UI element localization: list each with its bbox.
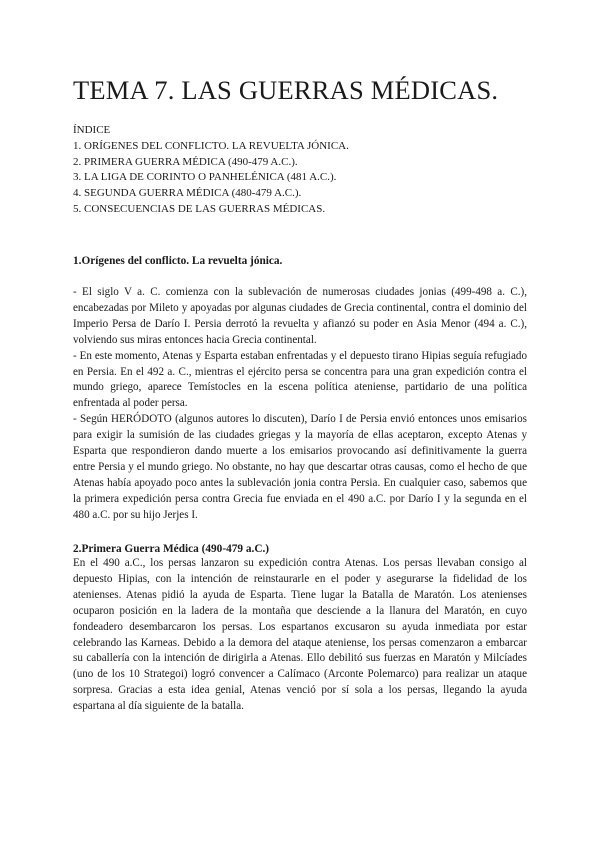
section-1-heading: 1.Orígenes del conflicto. La revuelta jónica. xyxy=(73,255,283,267)
index-item: 1. ORÍGENES DEL CONFLICTO. LA REVUELTA JÓNICA. xyxy=(73,139,349,152)
paragraph: En el 490 a.C., los persas lanzaron su expedición contra Atenas. Los persas llevaban consigo al depuesto Hipias, con la intención de reinstaurarle en el poder y asegurarse la fidelidad de los atenienses. Atenas pidió la ayuda de Esparta. Tiene lugar la Batalla de Maratón. Los atenienses ocuparon posición en la ladera de la montaña que desciende a la llanura del Maratón, en cuyo fondeadero desembarcaron los persas. Los espartanos excusaron su ayuda inmediata por estar celebrando las Karneas. Debido a la demora del ataque ateniense, los persas comenzaron a embarcar su caballería con la intención de dirigirla a Atenas. Ello debilitó sus fuerzas en Maratón y Milcíades (uno de los 10 Strategoi) logró convencer a Calímaco (Arconte Polemarco) para realizar un ataque sorpresa. Gracias a esta idea genial, Atenas venció por sí sola a los persas, llegando la ayuda espartana al día siguiente de la batalla. xyxy=(73,557,527,713)
paragraph: - Según HERÓDOTO (algunos autores lo discuten), Darío I de Persia envió entonces unos emisarios para exigir la sumisión de las ciudades griegas y la mayoría de ellas aceptaron, excepto Atenas y Esparta que respondieron dando muerte a los emisarios provocando así definitivamente la guerra entre Persia y el mundo griego. No obstante, no hay que descartar otras causas, como el hecho de que Atenas había apoyado poco antes la sublevación jonia contra Persia. En cualquier caso, sabemos que la primera expedición persa contra Grecia fue enviada en el 490 a.C. por Darío I y la segunda en el 480 a.C. por su hijo Jerjes I. xyxy=(73,413,527,521)
index-item: 4. SEGUNDA GUERRA MÉDICA (480-479 A.C.). xyxy=(73,187,302,200)
table-of-contents xyxy=(73,123,533,218)
section-2-heading: 2.Primera Guerra Médica (490-479 a.C.) xyxy=(73,543,270,555)
paragraph: - En este momento, Atenas y Esparta estaban enfrentadas y el depuesto tirano Hipias seguía refugiado en Persia. En el 492 a. C., mientras el ejército persa se concentra para una gran expedición contra el mundo griego, aparece Temístocles en la escena política ateniense, partidario de una política enfrentada al poder persa. xyxy=(73,349,527,410)
section-2-body xyxy=(73,556,527,715)
document-title: TEMA 7. LAS GUERRAS MÉDICAS. xyxy=(73,75,499,105)
paragraph: - El siglo V a. C. comienza con la sublevación de numerosas ciudades jonias (499-498 a. C.), encabezadas por Mileto y apoyadas por algunas ciudades de Grecia continental, contra el dominio del Imperio Persa de Darío I. Persia derrotó la revuelta y afianzó su poder en Asia Menor (494 a. C.), volviendo sus miras entonces hacia Grecia continental. xyxy=(73,286,527,346)
index-heading: ÍNDICE xyxy=(73,124,111,136)
index-item: 2. PRIMERA GUERRA MÉDICA (490-479 A.C.). xyxy=(73,155,298,168)
index-item: 5. CONSECUENCIAS DE LAS GUERRAS MÉDICAS. xyxy=(73,202,326,215)
section-1-body xyxy=(73,285,527,524)
index-item: 3. LA LIGA DE CORINTO O PANHELÉNICA (481 A.C.). xyxy=(73,171,337,184)
